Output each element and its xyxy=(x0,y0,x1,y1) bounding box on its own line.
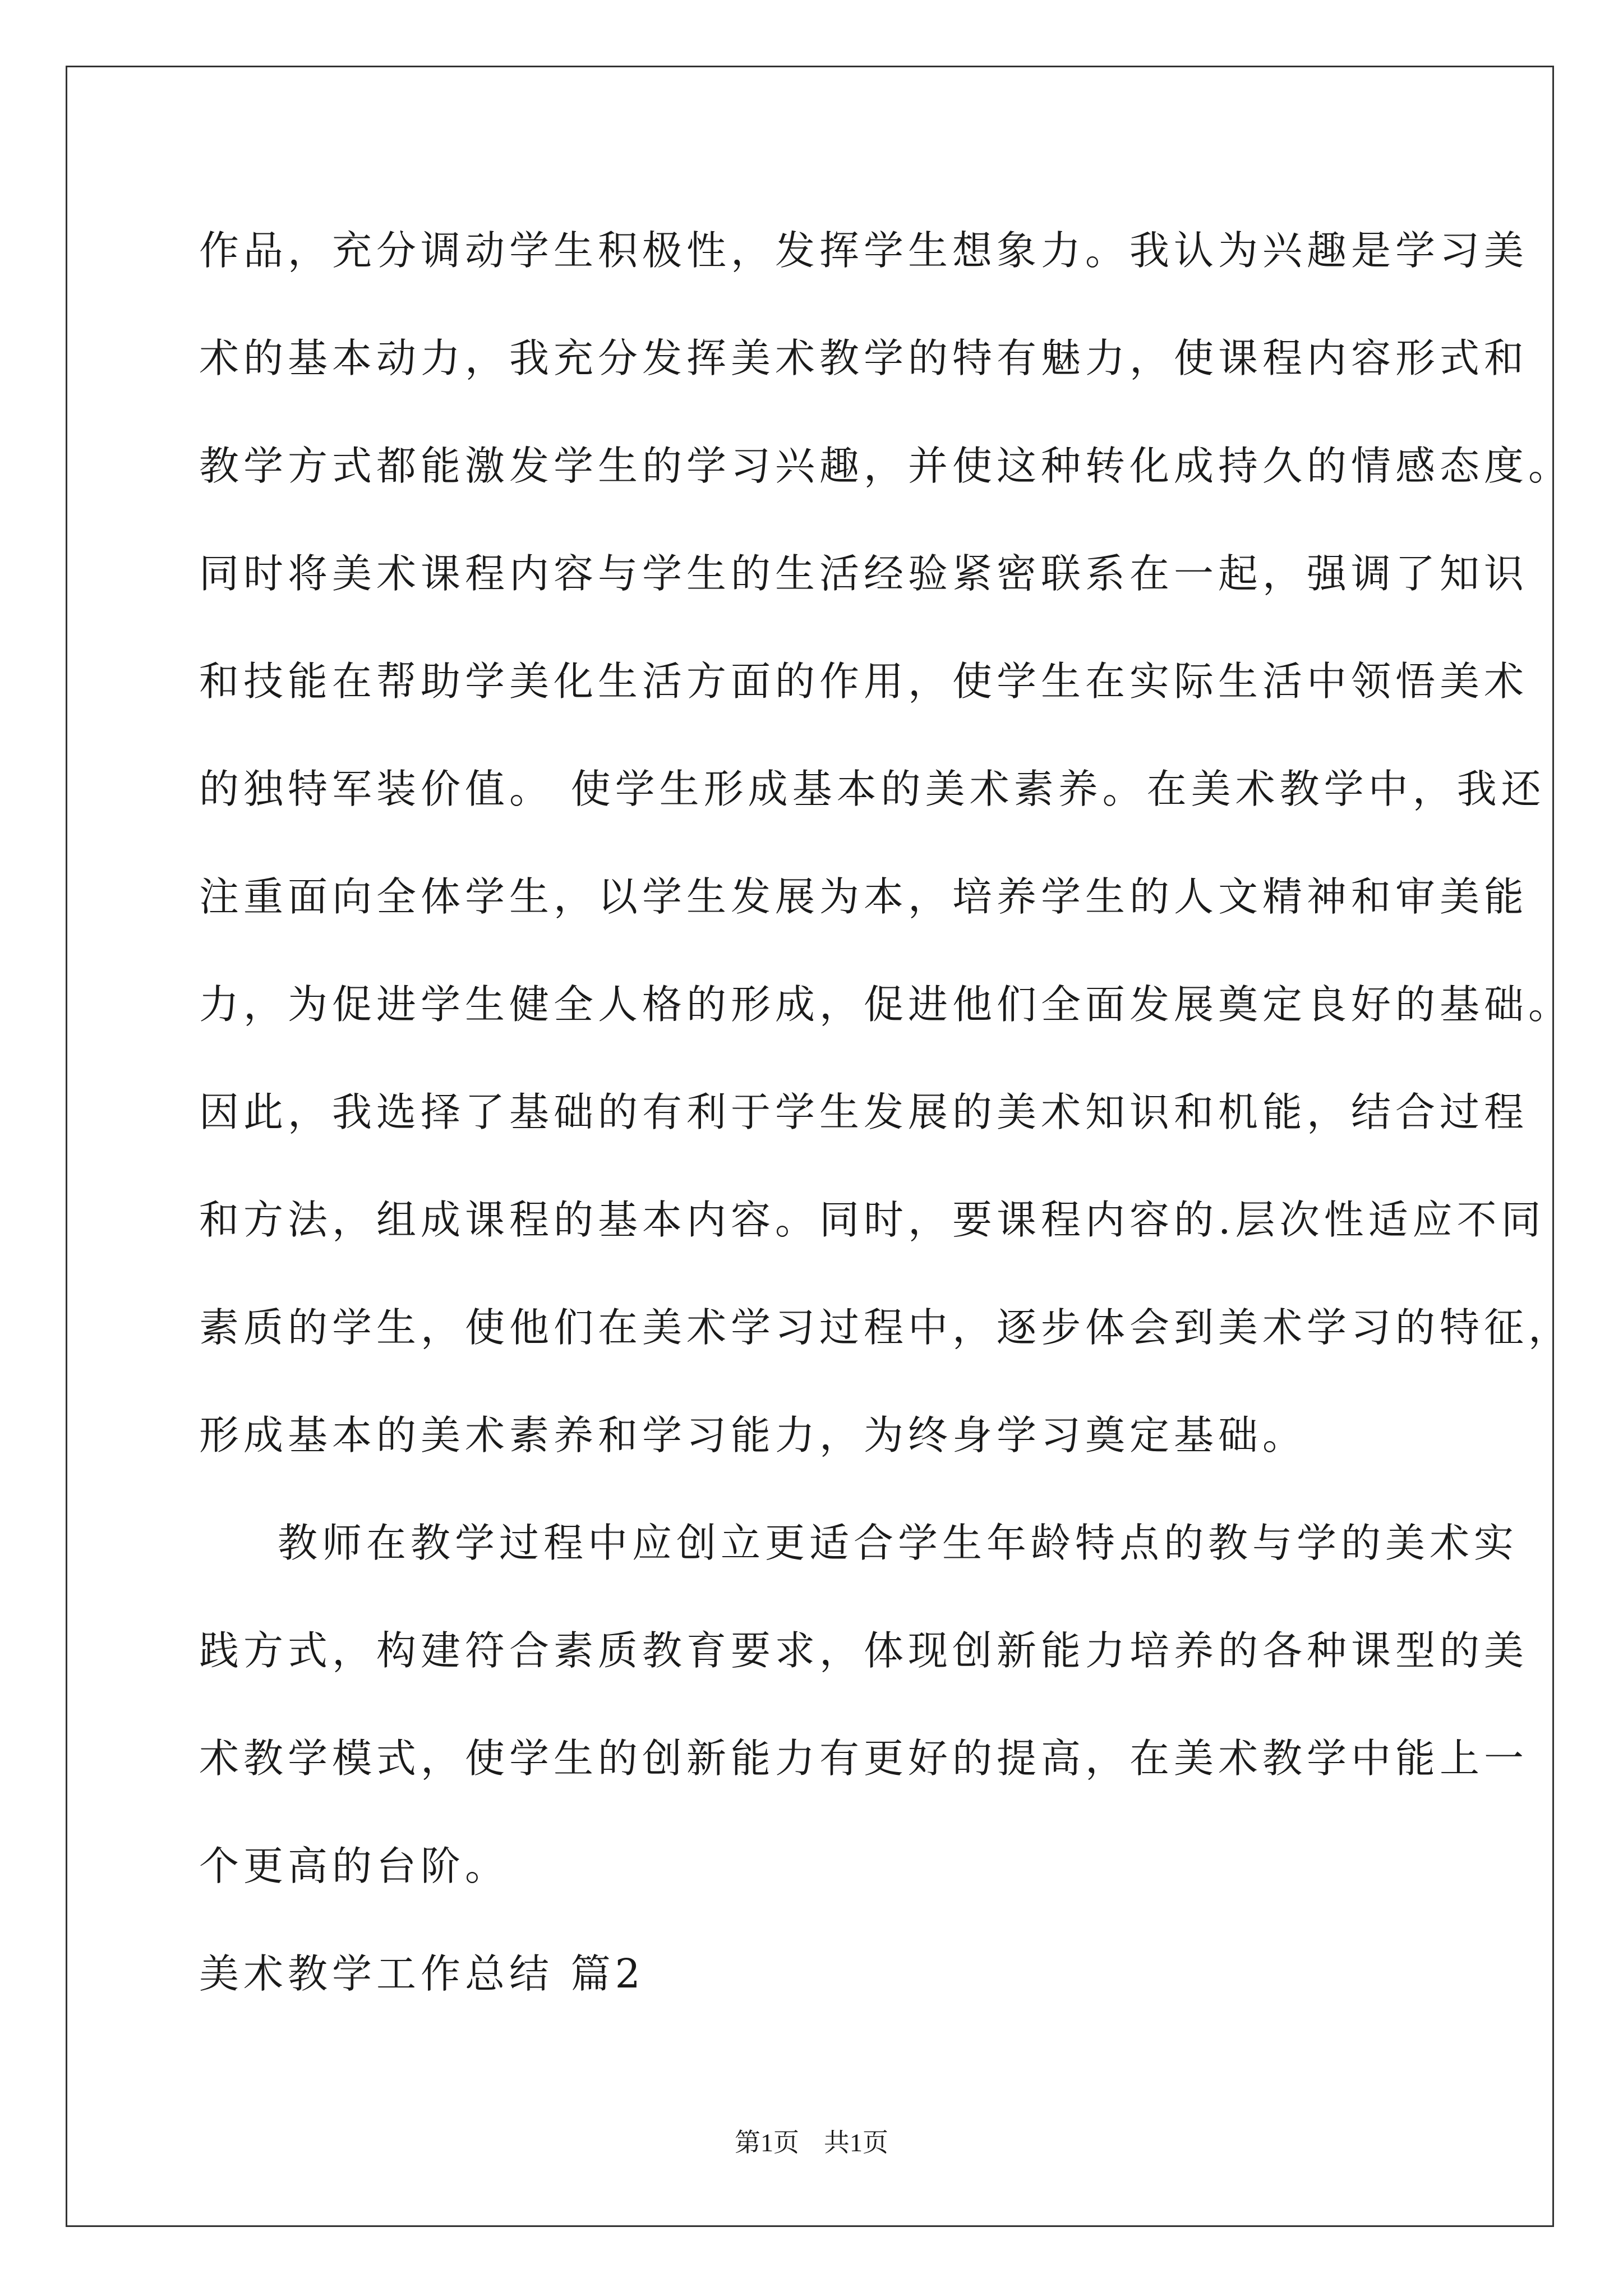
section-heading: 美术教学工作总结 篇2 xyxy=(199,1950,645,1997)
text-line-6: 的独特军装价值。 使学生形成基本的美术素养。在美术教学中，我还 xyxy=(199,766,1546,812)
page-number-total: 共1页 xyxy=(824,2128,888,2157)
text-line-16: 个更高的台阶。 xyxy=(199,1843,510,1889)
text-line-5: 和技能在帮助学美化生活方面的作用，使学生在实际生活中领悟美术 xyxy=(199,658,1529,705)
text-line-10: 和方法，组成课程的基本内容。同时，要课程内容的.层次性适应不同 xyxy=(199,1197,1546,1243)
page-border xyxy=(66,66,1554,2227)
text-line-12: 形成基本的美术素养和学习能力，为终身学习奠定基础。 xyxy=(199,1412,1307,1458)
text-line-4: 同时将美术课程内容与学生的生活经验紧密联系在一起，强调了知识 xyxy=(199,550,1529,597)
text-line-13: 教师在教学过程中应创立更适合学生年龄特点的教与学的美术实 xyxy=(278,1520,1519,1566)
text-line-7: 注重面向全体学生，以学生发展为本，培养学生的人文精神和审美能 xyxy=(199,873,1529,920)
text-line-3: 教学方式都能激发学生的学习兴趣，并使这种转化成持久的情感态度。 xyxy=(199,443,1573,489)
text-line-15: 术教学模式，使学生的创新能力有更好的提高，在美术教学中能上一 xyxy=(199,1735,1529,1782)
text-line-14: 践方式，构建符合素质教育要求，体现创新能力培养的各种课型的美 xyxy=(199,1627,1529,1674)
text-line-8: 力，为促进学生健全人格的形成，促进他们全面发展奠定良好的基础。 xyxy=(199,981,1573,1028)
page-footer xyxy=(0,2126,1623,2160)
text-line-9: 因此，我选择了基础的有利于学生发展的美术知识和机能，结合过程 xyxy=(199,1089,1529,1135)
text-line-1: 作品，充分调动学生积极性，发挥学生想象力。我认为兴趣是学习美 xyxy=(199,227,1529,274)
page-number-current: 第1页 xyxy=(735,2128,799,2157)
text-line-11: 素质的学生，使他们在美术学习过程中，逐步体会到美术学习的特征， xyxy=(199,1304,1573,1351)
text-line-2: 术的基本动力，我充分发挥美术教学的特有魅力，使课程内容形式和 xyxy=(199,335,1529,381)
